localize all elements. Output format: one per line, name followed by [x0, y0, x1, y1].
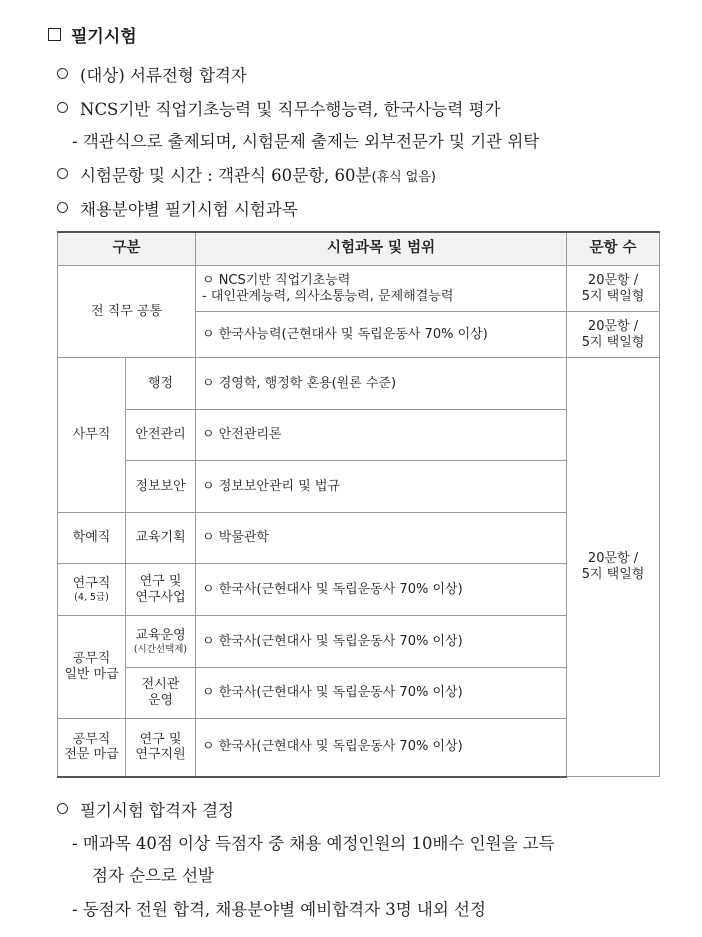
table-row	[58, 358, 660, 410]
subject-cell: ㅇ NCS기반 직업기초능력 - 대인관계능력, 의사소통능력, 문제해결능력	[196, 266, 567, 312]
subject-cell: ㅇ 한국사(근현대사 및 독립운동사 70% 이상)	[196, 616, 567, 668]
count-cell: 20문항 / 5지 택일형	[567, 312, 660, 358]
circle-bullet-icon	[57, 68, 68, 79]
common-label: 전 직무 공통	[58, 266, 196, 358]
group-cell: 사무직	[58, 358, 126, 513]
sub-cell: 연구 및 연구지원	[126, 719, 196, 777]
circle-bullet-icon	[57, 803, 68, 814]
circle-bullet-icon	[57, 168, 68, 179]
subject-cell: ㅇ 박물관학	[196, 513, 567, 564]
group-cell: 공무직 일반 마급	[58, 616, 126, 719]
subject-cell: ㅇ 안전관리론	[196, 410, 567, 461]
intro-item-time: 시험문항 및 시간 : 객관식 60문항, 60분(휴식 없음)	[57, 162, 436, 186]
circle-bullet-icon	[57, 202, 68, 213]
sub-cell: 연구 및 연구사업	[126, 564, 196, 616]
sub-cell: 정보보안	[126, 461, 196, 513]
checkbox-square-icon	[48, 28, 61, 41]
header-count: 문항 수	[567, 232, 660, 266]
subject-cell: ㅇ 경영학, 행정학 혼용(원론 수준)	[196, 358, 567, 410]
decision-line-2: 점자 순으로 선발	[92, 866, 215, 885]
intro-item-subjects: 채용분야별 필기시험 시험과목	[57, 196, 298, 220]
table-header-row	[58, 232, 660, 266]
section-heading-text: 필기시험	[71, 27, 137, 47]
decision-line-3: - 동점자 전원 합격, 채용분야별 예비합격자 3명 내외 선정	[72, 900, 486, 919]
decision-line-1: - 매과목 40점 이상 득점자 중 채용 예정인원의 10배수 인원을 고득	[72, 834, 555, 853]
subject-cell: ㅇ 정보보안관리 및 법규	[196, 461, 567, 513]
group-cell: 공무직 전문 마급	[58, 719, 126, 777]
section-heading	[48, 22, 137, 47]
break-note: (휴식 없음)	[371, 170, 436, 185]
intro-item-format-note: - 객관식으로 출제되며, 시험문제 출제는 외부전문가 및 기관 위탁	[72, 132, 540, 151]
intro-item-target: (대상) 서류전형 합격자	[57, 62, 247, 86]
sub-cell: 교육기획	[126, 513, 196, 564]
intro-item-evaluation: NCS기반 직업기초능력 및 직무수행능력, 한국사능력 평가	[57, 96, 501, 120]
subject-cell: ㅇ 한국사능력(근현대사 및 독립운동사 70% 이상)	[196, 312, 567, 358]
table-row	[58, 266, 660, 312]
decision-title: 필기시험 합격자 결정	[57, 797, 234, 821]
sub-cell: 행정	[126, 358, 196, 410]
sub-cell: 안전관리	[126, 410, 196, 461]
subject-cell: ㅇ 한국사(근현대사 및 독립운동사 70% 이상)	[196, 564, 567, 616]
sub-cell: 전시관 운영	[126, 668, 196, 719]
job-count-cell: 20문항 / 5지 택일형	[567, 358, 660, 777]
header-category: 구분	[58, 232, 196, 266]
exam-subjects-table	[57, 231, 660, 778]
subject-cell: ㅇ 한국사(근현대사 및 독립운동사 70% 이상)	[196, 668, 567, 719]
header-subject: 시험과목 및 범위	[196, 232, 567, 266]
group-cell: 연구직 (4, 5급)	[58, 564, 126, 616]
group-cell: 학예직	[58, 513, 126, 564]
subject-cell: ㅇ 한국사(근현대사 및 독립운동사 70% 이상)	[196, 719, 567, 777]
sub-cell: 교육운영 (시간선택제)	[126, 616, 196, 668]
count-cell: 20문항 / 5지 택일형	[567, 266, 660, 312]
circle-bullet-icon	[57, 102, 68, 113]
